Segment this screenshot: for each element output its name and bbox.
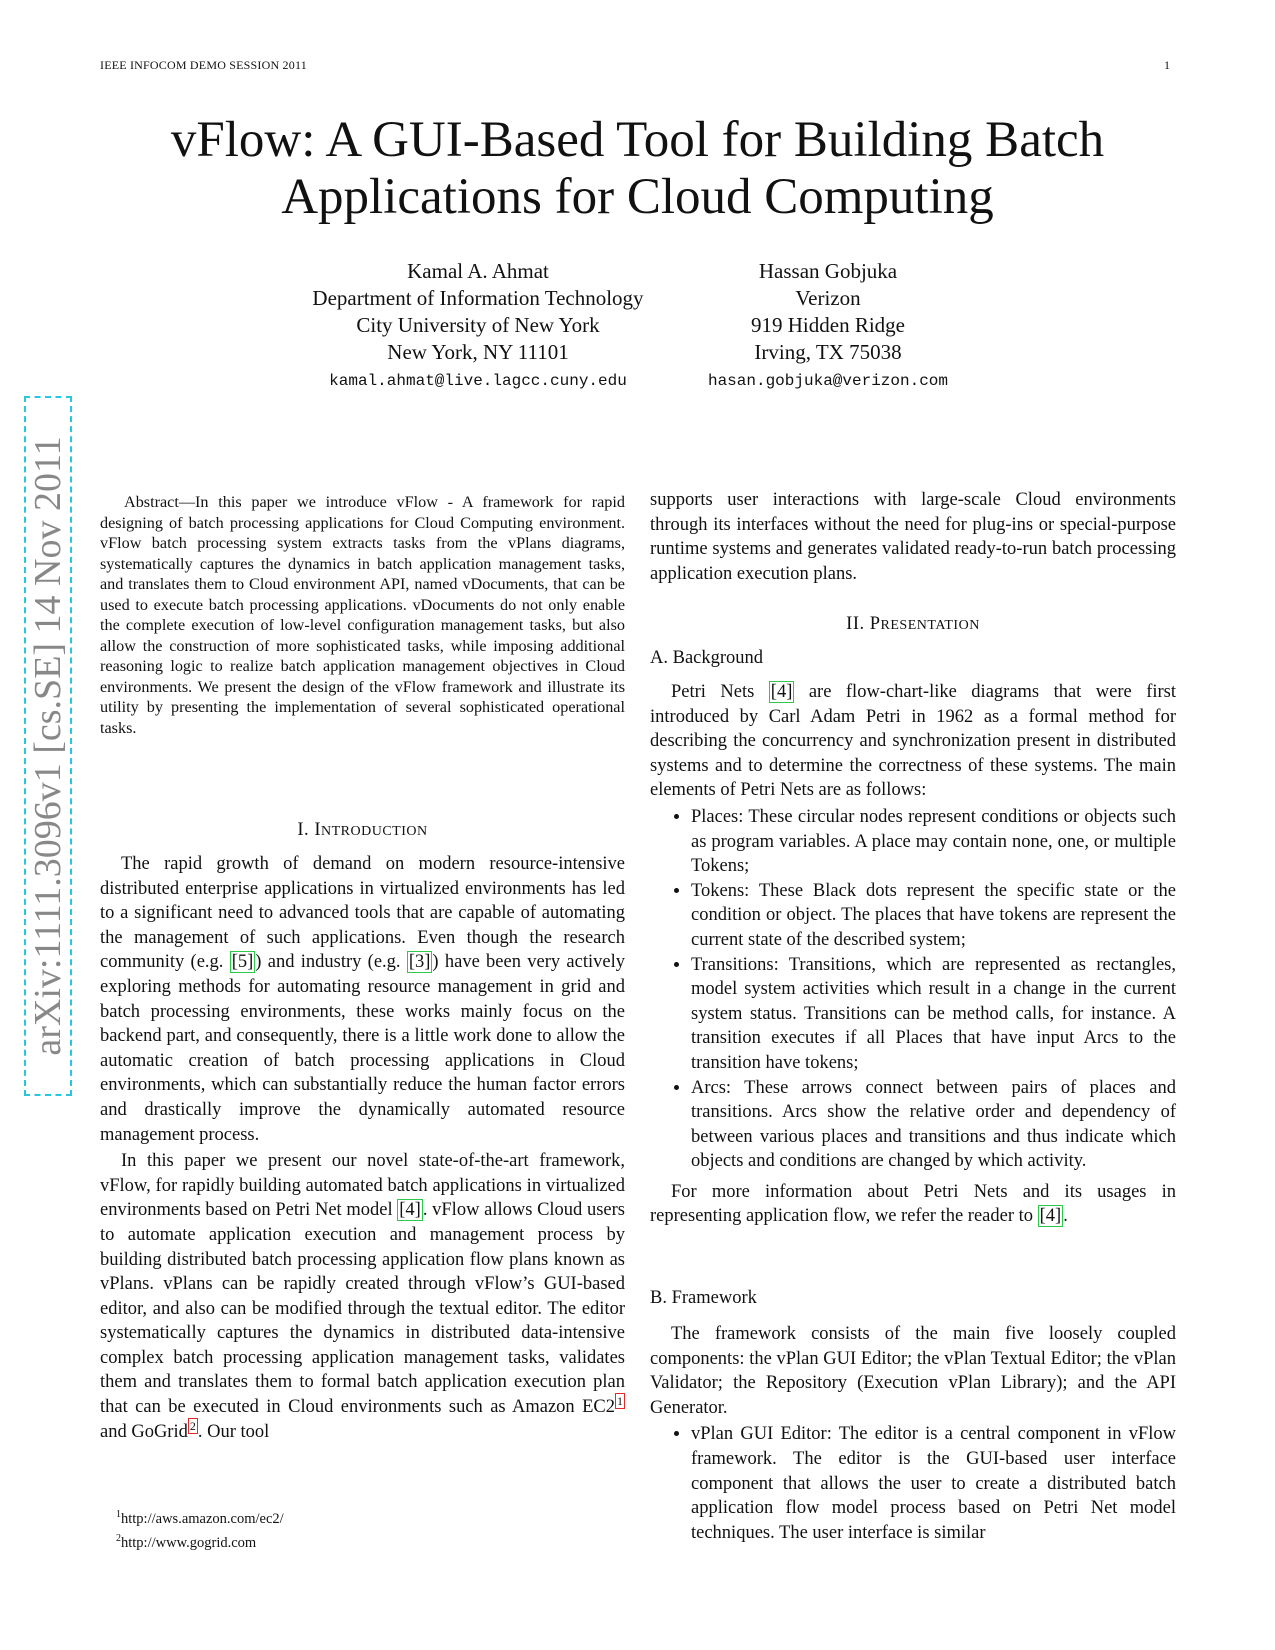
author-org: City University of New York [356, 313, 600, 337]
framework-paragraph-1: The framework consists of the main five loosely coupled components: the vPlan GUI Editor; the vPlan Textual Editor; the vPlan Validator; the Repository (Execution vPlan Library); and the API Generator. [650, 1324, 1176, 1418]
list-item: • vPlan GUI Editor: The editor is a central component in vFlow framework. The editor is the GUI-based user interface component that allows the user to create a distributed batch application flow model process based on Petri Net model techniques. The user interface is similar [691, 1422, 1176, 1545]
author-affiliation: Department of Information Technology [312, 286, 644, 310]
framework-components-list [650, 1422, 1176, 1545]
citation-link[interactable]: [4] [1039, 1206, 1062, 1227]
list-item: • Arcs: These arrows connect between pairs of places and transitions. Arcs show the relative order and dependency of between various places and transitions and thus indicate which objects and conditions are changed by which activity. [691, 1076, 1176, 1174]
abstract [100, 492, 625, 738]
citation-link[interactable]: [3] [408, 952, 431, 973]
abstract-label: Abstract [124, 493, 179, 511]
section-heading-presentation: II. PRESENTATION [846, 614, 980, 634]
petri-net-elements-list [650, 805, 1176, 1174]
background-body [650, 680, 1176, 1229]
footnote-link[interactable]: 1 [617, 1393, 623, 1408]
intro-paragraph-1: The rapid growth of demand on modern resource-intensive distributed enterprise applications in virtualized environments has led to a significant need to advanced tools that are capable of automating the management of such applications. Even though the research community (e.g. [5] ) and industry (e.g. [3] ) have been very actively exploring methods for automating resource management in grid and batch processing environments, these works mainly focus on the backend part, and consequently, there is a little work done to allow the automatic creation of batch processing applications in Cloud environments, which can substantially reduce the human factor errors and drastically improve the dynamically automated resource management process. [100, 854, 625, 1145]
author-address: Irving, TX 75038 [754, 340, 902, 364]
introduction-body [100, 852, 625, 1444]
footnotes [116, 1505, 284, 1553]
citation-link[interactable]: [5] [231, 952, 254, 973]
abstract-text: In this paper we introduce vFlow - A framework for rapid designing of batch processing applications for Cloud Computing environment. vFlow batch processing system extracts tasks from the vPlans diagrams, systematically captures the dynamics in batch application management tasks, and translates them to Cloud environment API, named vDocuments, that can be used to execute batch processing applications. vDocuments do not only enable the complete execution of low-level configuration management tasks, but also allow the construction of more sophisticated tasks, while imposing additional reasoning logic to realize batch application management objectives in Cloud environments. We present the design of the vFlow framework and illustrate its utility by presenting the implementation of several sophisticated operational tasks. [100, 493, 625, 737]
section-heading-introduction: I. INTRODUCTION [297, 820, 428, 840]
title-line-2: Applications for Cloud Computing [281, 169, 994, 225]
footnote-link[interactable]: 2 [189, 1418, 196, 1433]
running-header: IEEE INFOCOM DEMO SESSION 2011 [100, 58, 307, 72]
author-email: kamal.ahmat@live.lagcc.cuny.edu [329, 372, 627, 390]
abstract-body: Abstract—In this paper we introduce vFlow - A framework for rapid designing of batch processing applications for Cloud Computing environment. vFlow batch processing system extracts tasks from the vPlans diagrams, systematically captures the dynamics in batch application management tasks, and translates them to Cloud environment API, named vDocuments, that can be used to execute batch processing applications. vDocuments do not only enable the complete execution of low-level configuration management tasks, but also allow the construction of more sophisticated tasks, while imposing additional reasoning logic to realize batch application management objectives in Cloud environments. We present the design of the vFlow framework and illustrate its utility by presenting the implementation of several sophisticated operational tasks. [100, 493, 625, 737]
author-block-2 [678, 258, 978, 396]
intro-continuation: supports user interactions with large-scale Cloud environments through its interfaces without the need for plug-ins or special-purpose runtime systems and generates validated ready-to-run batch processing application execution plans. [650, 490, 1176, 584]
list-item: • Tokens: These Black dots represent the specific state or the condition or object. The places that have tokens are represent the current state of the described system; [691, 879, 1176, 953]
citation-link[interactable]: [4] [770, 682, 793, 702]
paper-title [100, 112, 1175, 226]
arxiv-stamp-text: arXiv:1111.3096v1 [cs.SE] 14 Nov 2011 [27, 436, 69, 1056]
background-paragraph-2: For more information about Petri Nets and its usages in representing application flow, we refer the reader to [4] . [650, 1181, 1176, 1227]
title-line-1: vFlow: A GUI-Based Tool for Building Batch [170, 112, 1105, 168]
footnote-item: $^1$http://aws.amazon.com/ec2/ [116, 1509, 284, 1527]
author-affiliation: Verizon [795, 286, 861, 310]
subsection-heading-framework: B. Framework [650, 1288, 757, 1308]
list-item: • Transitions: Transitions, which are represented as rectangles, model system activities which result in a change in the current system status. Transitions can be method calls, for instance. A transition executes if all Places that have input Arcs to the transition have tokens; [691, 953, 1176, 1076]
framework-body [650, 1322, 1176, 1551]
author-org: 919 Hidden Ridge [751, 313, 905, 337]
intro-paragraph-2: In this paper we present our novel state-of-the-art framework, vFlow, for rapidly building automated batch applications in virtualized environments based on Petri Net model [4] . vFlow allows Cloud users to automate application execution and management process by building distributed batch processing application flow plans known as vPlans. vPlans can be rapidly created through vFlow’s GUI-based editor, and also can be modified through the textual editor. The editor systematically captures the dynamics in distributed data-intensive complex batch processing application management tasks, validates them and translates them to formal batch application execution plan that can be executed in Cloud environments such as Amazon EC2 $^1$ and GoGrid $^2$ . Our tool [100, 1151, 626, 1442]
background-paragraph-1: Petri Nets [4] are flow-chart-like diagrams that were first introduced by Carl Adam Petri in 1962 as a formal method for describing the concurrency and synchronization present in distributed systems and to determine the correctness of these systems. The main elements of Petri Nets are as follows: [650, 682, 1177, 801]
subsection-heading-background: A. Background [650, 648, 764, 668]
list-item: • Places: These circular nodes represent conditions or objects such as program variables. A place may contain none, one, or multiple Tokens; [691, 805, 1176, 879]
footnote-item: $^2$http://www.gogrid.com [116, 1532, 257, 1551]
page-number: 1 [1164, 58, 1171, 72]
author-block-1 [288, 258, 668, 396]
author-name: Hassan Gobjuka [758, 259, 898, 283]
author-address: New York, NY 11101 [387, 340, 569, 364]
author-name: Kamal A. Ahmat [407, 259, 549, 283]
arxiv-stamp[interactable] [24, 396, 72, 1096]
citation-link[interactable]: [4] [399, 1200, 421, 1221]
author-email: hasan.gobjuka@verizon.com [707, 372, 949, 390]
